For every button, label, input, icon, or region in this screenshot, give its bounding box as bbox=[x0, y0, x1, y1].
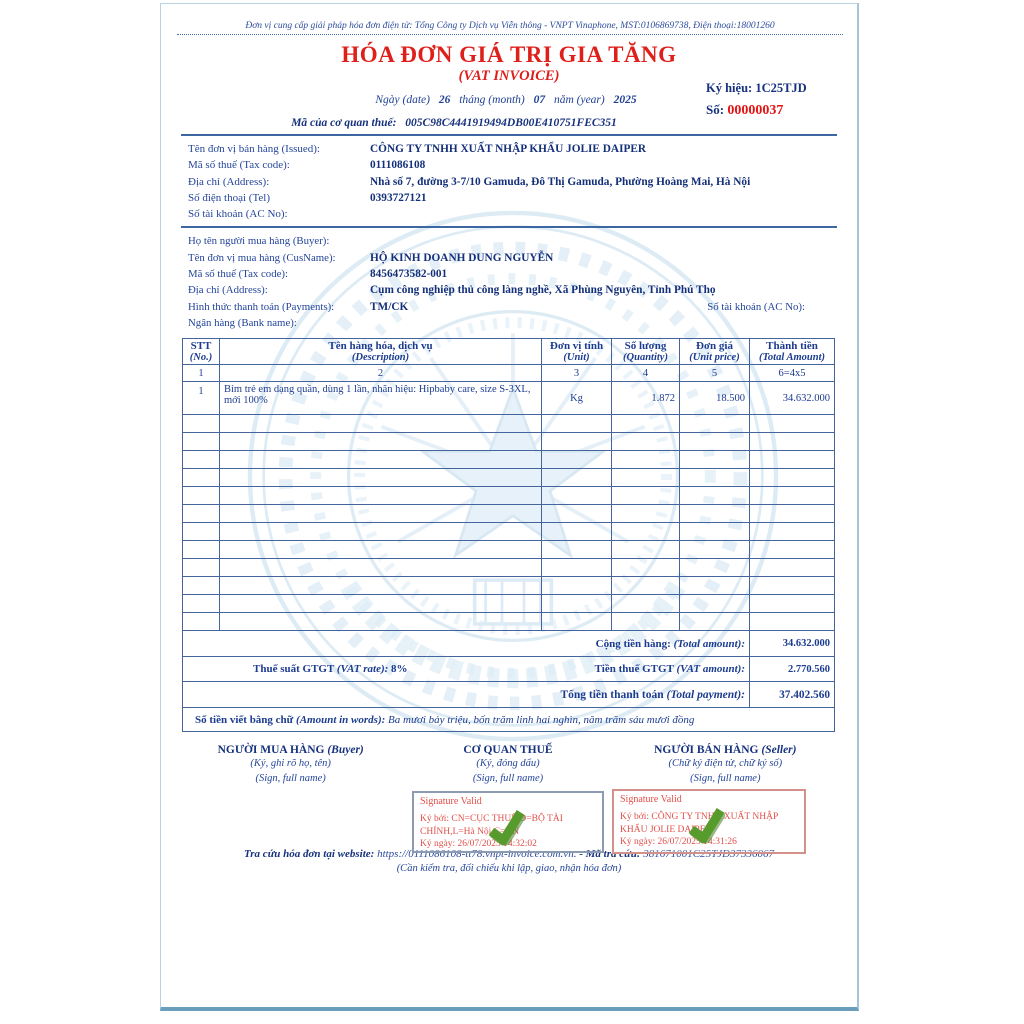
field-value: HỘ KINH DOANH DUNG NGUYỄN bbox=[370, 251, 554, 264]
table-header-row bbox=[183, 339, 835, 365]
date-month: 07 bbox=[533, 94, 546, 106]
invoice-page bbox=[160, 3, 859, 1011]
buyer-person-row bbox=[188, 233, 857, 249]
field-value: 0393727121 bbox=[370, 191, 427, 204]
invoice-subtitle: (VAT INVOICE) bbox=[458, 68, 560, 84]
date-label: Ngày (date) bbox=[375, 94, 430, 106]
serial-line bbox=[706, 81, 856, 96]
vat-row bbox=[183, 657, 835, 682]
account-no-label: Số tài khoản (AC No): bbox=[707, 300, 805, 313]
col-unit: Đơn vị tính (Unit) bbox=[542, 339, 612, 365]
serial-value: 1C25TJD bbox=[755, 81, 807, 95]
line-items-table bbox=[182, 338, 835, 732]
seller-signature-heading: NGƯỜI BÁN HÀNG (Seller) (Chữ ký điện tử, chữ ký số) (Sign, full name) bbox=[654, 744, 797, 785]
lookup-url: https://0111086108-tt78.vnpt-invoice.com.vn. bbox=[377, 848, 577, 861]
tax-authority-signature-heading: CƠ QUAN THUẾ (Ký, đóng dấu) (Sign, full name) bbox=[463, 744, 553, 785]
invoice-number-value: 00000037 bbox=[727, 103, 784, 118]
total-payment-label: Tổng tiền thanh toán (Total payment): bbox=[183, 682, 750, 708]
col-num: 4 bbox=[612, 365, 680, 382]
signed-date-text: Ký ngày: 26/07/2025 14:32:02 bbox=[420, 839, 537, 849]
seller-taxcode-row bbox=[188, 157, 857, 173]
field-value: 8456473582-001 bbox=[370, 268, 448, 281]
signer-text: Ký bởi: CÔNG TY TNHH XUẤT NHẬP KHẨU JOLIE DAIPER bbox=[620, 812, 778, 835]
subtotal-label: Cộng tiền hàng: (Total amount): bbox=[183, 631, 750, 657]
date-day: 26 bbox=[438, 94, 451, 106]
empty-row bbox=[183, 487, 835, 505]
signature-valid-text: Signature Valid bbox=[420, 796, 482, 807]
lookup-code-label: Mã tra cứu: bbox=[585, 848, 644, 861]
section-divider bbox=[181, 134, 837, 136]
buyer-name-row bbox=[188, 250, 857, 266]
green-check-icon bbox=[684, 805, 728, 845]
empty-row bbox=[183, 469, 835, 487]
total-payment-value: 37.402.560 bbox=[750, 682, 835, 708]
seller-address-row bbox=[188, 174, 857, 190]
col-num: 3 bbox=[542, 365, 612, 382]
field-label: Địa chỉ (Address): bbox=[188, 175, 270, 188]
empty-row bbox=[183, 595, 835, 613]
empty-row bbox=[183, 433, 835, 451]
item-unit-price: 18.500 bbox=[680, 382, 750, 415]
field-label: Tên đơn vị mua hàng (CusName): bbox=[188, 251, 336, 264]
vat-amount-label: Tiền thuế GTGT (VAT amount): bbox=[594, 663, 745, 676]
section-divider bbox=[181, 226, 837, 228]
lookup-code-value: 381671001C25TJD37336067 bbox=[643, 848, 775, 861]
field-value: Cụm công nghiệp thủ công làng nghề, Xã Phùng Nguyên, Tỉnh Phú Thọ bbox=[370, 284, 716, 297]
vat-labels bbox=[183, 657, 750, 682]
empty-row bbox=[183, 415, 835, 433]
date-year: 2025 bbox=[613, 94, 637, 106]
item-description: Bỉm trẻ em dạng quần, dùng 1 lần, nhãn hiệu: Hipbaby care, size S-3XL, mới 100% bbox=[220, 382, 542, 415]
buyer-bank-row bbox=[188, 315, 857, 331]
field-value: TM/CK bbox=[370, 300, 409, 313]
vat-amount-value: 2.770.560 bbox=[750, 657, 835, 682]
col-quantity: Số lượng (Quantity) bbox=[612, 339, 680, 365]
amount-in-words: Số tiền viết bằng chữ (Amount in words): Ba mươi bảy triệu, bốn trăm linh hai nghìn, năm trăm sáu mươi đồng bbox=[183, 708, 835, 732]
invoice-title: HÓA ĐƠN GIÁ TRỊ GIA TĂNG bbox=[341, 42, 677, 67]
amount-in-words-row bbox=[183, 708, 835, 732]
col-no: STT (No.) bbox=[183, 339, 220, 365]
buyer-address-row bbox=[188, 282, 857, 298]
buyer-taxcode-row bbox=[188, 266, 857, 282]
total-payment-row bbox=[183, 682, 835, 708]
signature-headings bbox=[182, 744, 834, 786]
empty-row bbox=[183, 523, 835, 541]
field-label: Tên đơn vị bán hàng (Issued): bbox=[188, 143, 320, 155]
seller-phone-row bbox=[188, 190, 857, 206]
col-amount: Thành tiền (Total Amount) bbox=[750, 339, 835, 365]
seller-account-row bbox=[188, 206, 857, 222]
seller-name-row bbox=[188, 141, 857, 157]
field-label: Mã số thuế (Tax code): bbox=[188, 159, 290, 172]
seller-signature-stamp bbox=[612, 789, 806, 854]
verification-note: (Cần kiểm tra, đối chiếu khi lập, giao, nhận hóa đơn) bbox=[396, 863, 622, 875]
signature-valid-text: Signature Valid bbox=[620, 794, 682, 805]
serial-label: Ký hiệu: bbox=[706, 81, 753, 95]
empty-row bbox=[183, 613, 835, 631]
separator-text: - bbox=[579, 848, 586, 861]
empty-row bbox=[183, 577, 835, 595]
field-label: Ngân hàng (Bank name): bbox=[188, 316, 297, 329]
signed-date-text: Ký ngày: 26/07/2025 14:31:26 bbox=[620, 837, 737, 847]
provider-line: Đơn vị cung cấp giải pháp hóa đơn điện tử: Tổng Công ty Dịch vụ Viễn thông - VNPT Vinaphone, MST:0106869738, Điện thoại:18001260 bbox=[177, 21, 843, 35]
item-row bbox=[183, 382, 835, 415]
empty-row bbox=[183, 541, 835, 559]
seller-section bbox=[188, 141, 857, 222]
invoice-number-line bbox=[706, 102, 856, 119]
field-label: Số tài khoản (AC No): bbox=[188, 208, 288, 221]
signer-text: Ký bởi: CN=CỤC THUẾ,O=BỘ TÀI CHÍNH,L=Hà Nội,C=VN bbox=[420, 814, 563, 837]
field-label: Mã số thuế (Tax code): bbox=[188, 268, 288, 281]
field-label: Hình thức thanh toán (Payments): bbox=[188, 300, 335, 313]
column-number-row bbox=[183, 365, 835, 382]
invoice-number-label: Số: bbox=[706, 102, 725, 117]
green-check-icon bbox=[484, 807, 528, 847]
item-quantity: 1.872 bbox=[612, 382, 680, 415]
buyer-signature-heading: NGƯỜI MUA HÀNG (Buyer) (Ký, ghi rõ họ, tên) (Sign, full name) bbox=[217, 744, 364, 785]
field-label: Địa chỉ (Address): bbox=[188, 284, 268, 297]
field-value: CÔNG TY TNHH XUẤT NHẬP KHẨU JOLIE DAIPER bbox=[370, 143, 647, 155]
subtotal-row bbox=[183, 631, 835, 657]
col-num: 2 bbox=[220, 365, 542, 382]
tax-authority-signature-stamp bbox=[412, 791, 604, 853]
field-value: 0111086108 bbox=[370, 159, 426, 172]
month-label: tháng (month) bbox=[459, 94, 525, 106]
tax-authority-code-label: Mã của cơ quan thuế: bbox=[291, 117, 397, 129]
field-label: Họ tên người mua hàng (Buyer): bbox=[188, 235, 330, 248]
empty-row bbox=[183, 559, 835, 577]
empty-row bbox=[183, 505, 835, 523]
col-unit-price: Đơn giá (Unit price) bbox=[680, 339, 750, 365]
serial-block bbox=[706, 81, 856, 119]
item-amount: 34.632.000 bbox=[750, 382, 835, 415]
buyer-section bbox=[188, 233, 857, 331]
field-label: Số điện thoại (Tel) bbox=[188, 191, 271, 204]
subtotal-value: 34.632.000 bbox=[750, 631, 835, 657]
tax-authority-code-value: 005C98C4441919494DB00E410751FEC351 bbox=[405, 117, 617, 129]
col-description: Tên hàng hóa, dịch vụ (Description) bbox=[220, 339, 542, 365]
col-num: 5 bbox=[680, 365, 750, 382]
col-num: 1 bbox=[183, 365, 220, 382]
year-label: năm (year) bbox=[553, 94, 605, 106]
field-value: Nhà số 7, đường 3-7/10 Gamuda, Đô Thị Gamuda, Phường Hoàng Mai, Hà Nội bbox=[370, 175, 751, 188]
empty-row bbox=[183, 451, 835, 469]
col-num: 6=4x5 bbox=[750, 365, 835, 382]
vat-rate: Thuế suất GTGT (VAT rate): 8% bbox=[253, 663, 408, 676]
lookup-label: Tra cứu hóa đơn tại website: bbox=[243, 848, 378, 861]
item-no: 1 bbox=[183, 382, 220, 415]
item-unit: Kg bbox=[542, 382, 612, 415]
buyer-payment-row bbox=[188, 299, 857, 315]
